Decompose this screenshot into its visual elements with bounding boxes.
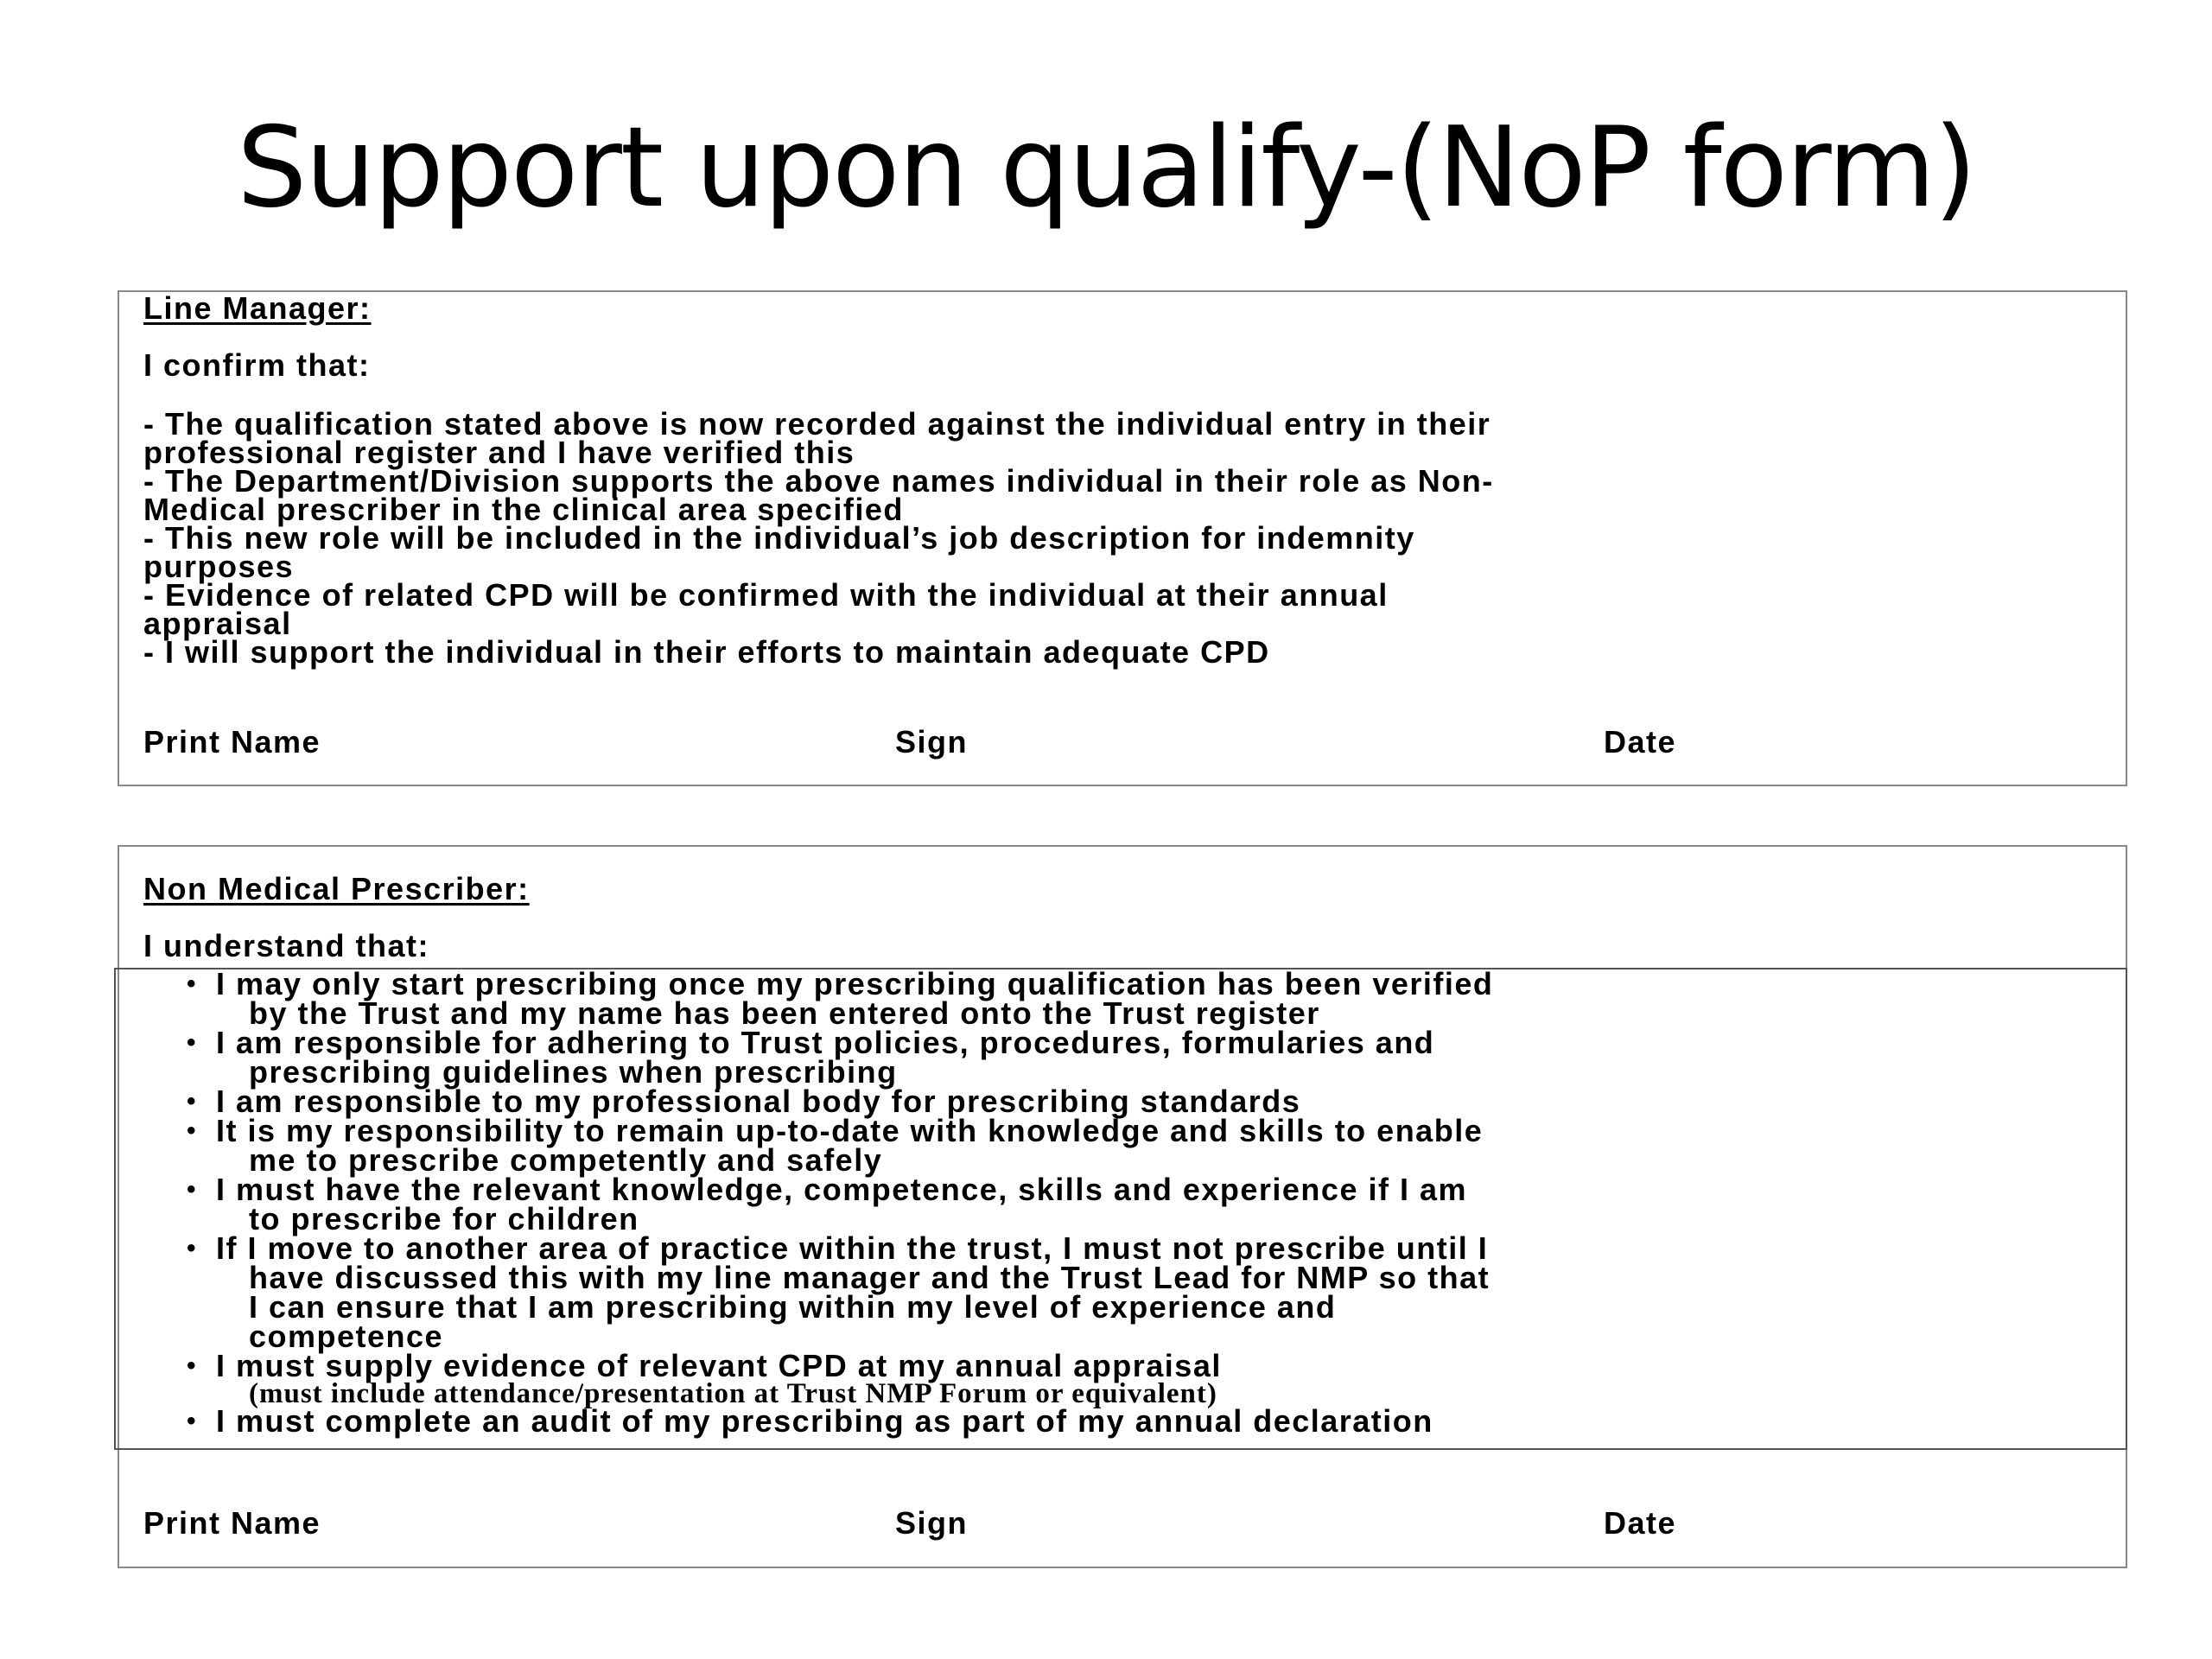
bullet-icon: • [187,1028,198,1057]
line-manager-intro: I confirm that: [143,347,371,383]
declaration-line: competence [249,1319,444,1354]
prescriber-print-name-label: Print Name [143,1505,321,1541]
line-manager-statements [143,406,1494,670]
declaration-line: I must supply evidence of relevant CPD at my annual appraisal [216,1348,1222,1383]
line-manager-print-name-label: Print Name [143,724,321,760]
line-manager-statement-line: Medical prescriber in the clinical area specified [143,492,904,527]
declaration-line: to prescribe for children [249,1201,639,1236]
prescriber-date-label: Date [1604,1505,1677,1541]
prescriber-intro: I understand that: [143,928,429,963]
declaration-item [187,1172,1493,1236]
declaration-item [187,1113,1493,1178]
declaration-item [187,1084,1493,1119]
declaration-item [187,1403,1493,1439]
declaration-item [187,1230,1493,1354]
bullet-icon: • [187,1087,198,1116]
line-manager-sign-label: Sign [895,724,968,760]
line-manager-statement-line: - The Department/Division supports the above names individual in their role as Non- [143,463,1494,499]
bullet-icon: • [187,1175,198,1204]
slide-title: Support upon qualify-(NoP form) [237,104,1975,232]
declaration-line: I may only start prescribing once my prescribing qualification has been verified [216,966,1494,1001]
line-manager-statement-line: purposes [143,549,295,584]
line-manager-statement-line: appraisal [143,606,292,641]
prescriber-sign-label: Sign [895,1505,968,1541]
bullet-icon: • [187,1407,198,1435]
declaration-line: I can ensure that I am prescribing within my level of experience and [249,1289,1337,1325]
declaration-item [187,1348,1493,1409]
declaration-line: have discussed this with my line manager and the Trust Lead for NMP so that [249,1260,1491,1295]
line-manager-statement-line: - Evidence of related CPD will be confirmed with the individual at their annual [143,577,1389,613]
declaration-line: If I move to another area of practice within the trust, I must not prescribe until I [216,1230,1489,1266]
declaration-item [187,966,1494,1031]
line-manager-statement-line: - The qualification stated above is now recorded against the individual entry in their [143,406,1491,442]
prescriber-declarations-list [187,966,1494,1439]
declaration-line: I am responsible for adhering to Trust policies, procedures, formularies and [216,1025,1435,1060]
line-manager-statement-line: - I will support the individual in their efforts to maintain adequate CPD [143,634,1270,670]
declaration-line: me to prescribe competently and safely [249,1142,883,1178]
declaration-line: prescribing guidelines when prescribing [249,1054,898,1090]
declaration-line: I must have the relevant knowledge, competence, skills and experience if I am [216,1172,1467,1207]
declaration-line: I must complete an audit of my prescribing as part of my annual declaration [216,1403,1433,1439]
declaration-line: It is my responsibility to remain up-to-date with knowledge and skills to enable [216,1113,1484,1148]
line-manager-statement-line: professional register and I have verified this [143,435,855,470]
bullet-icon: • [187,1234,198,1262]
declaration-line: by the Trust and my name has been entered onto the Trust register [249,995,1320,1031]
declaration-note: (must include attendance/presentation at Trust NMP Forum or equivalent) [249,1378,1217,1409]
bullet-icon: • [187,1351,198,1380]
line-manager-date-label: Date [1604,724,1677,760]
line-manager-statement-line: - This new role will be included in the individual’s job description for indemnity [143,520,1415,556]
prescriber-heading: Non Medical Prescriber: [143,871,530,906]
declaration-item [187,1025,1493,1090]
bullet-icon: • [187,969,198,998]
line-manager-heading: Line Manager: [143,290,372,326]
declaration-line: I am responsible to my professional body for prescribing standards [216,1084,1301,1119]
bullet-icon: • [187,1116,198,1145]
